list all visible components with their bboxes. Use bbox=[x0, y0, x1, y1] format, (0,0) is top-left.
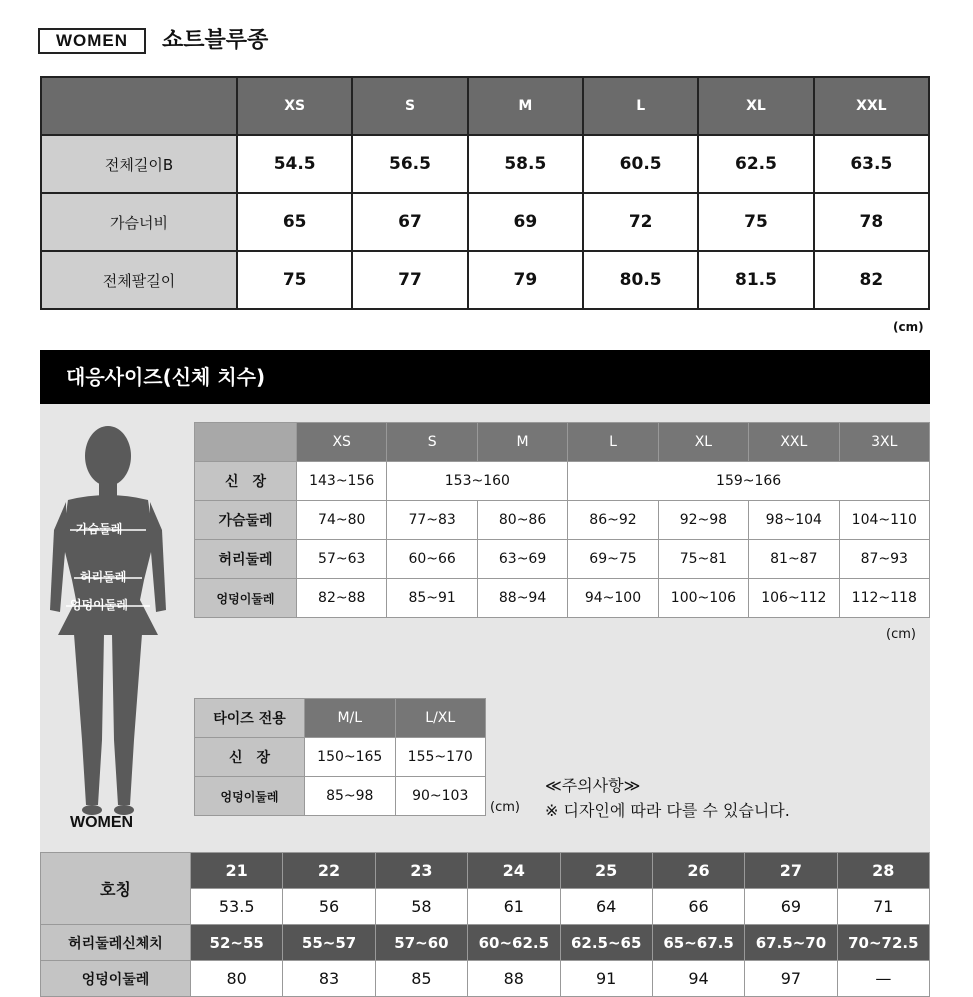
table-cell: 104~110 bbox=[839, 501, 929, 540]
bottoms-size-header: 26 bbox=[652, 853, 744, 889]
bottoms-header-row bbox=[41, 853, 930, 889]
table-cell: 58 bbox=[375, 889, 467, 925]
row-label-waist-body: 허리둘레신체치 bbox=[41, 925, 191, 961]
table-cell: 52~55 bbox=[191, 925, 283, 961]
table-cell: 58.5 bbox=[468, 135, 583, 193]
table-cell: 55~57 bbox=[283, 925, 375, 961]
table-cell: 56 bbox=[283, 889, 375, 925]
table-cell: 57~63 bbox=[297, 540, 387, 579]
table-cell: 77 bbox=[352, 251, 467, 309]
table-cell: 69 bbox=[468, 193, 583, 251]
table-cell: 70~72.5 bbox=[837, 925, 929, 961]
table-cell: 75 bbox=[698, 193, 813, 251]
table-row bbox=[41, 193, 929, 251]
table-cell: 66 bbox=[652, 889, 744, 925]
table-cell: 75~81 bbox=[658, 540, 748, 579]
figure-label-waist: 허리둘레 bbox=[80, 570, 127, 584]
table-row bbox=[195, 501, 930, 540]
body-header-row bbox=[195, 423, 930, 462]
bottoms-size-header: 24 bbox=[468, 853, 560, 889]
table-cell: 150~165 bbox=[305, 738, 396, 777]
table-cell: 87~93 bbox=[839, 540, 929, 579]
row-label-hip: 엉덩이둘레 bbox=[41, 961, 191, 997]
size-header-m: M bbox=[468, 77, 583, 135]
table-cell: 69 bbox=[745, 889, 837, 925]
table-cell: 88~94 bbox=[477, 579, 567, 618]
size-header-s: S bbox=[352, 77, 467, 135]
table-cell: 64 bbox=[560, 889, 652, 925]
table-cell: 143~156 bbox=[297, 462, 387, 501]
page-title: 쇼트블루종 bbox=[162, 28, 269, 53]
table-cell: 153~160 bbox=[387, 462, 568, 501]
table-cell: 92~98 bbox=[658, 501, 748, 540]
table-row bbox=[195, 462, 930, 501]
body-silhouette bbox=[48, 420, 178, 820]
table-cell: 77~83 bbox=[387, 501, 477, 540]
table-cell: 86~92 bbox=[568, 501, 658, 540]
table-cell: 100~106 bbox=[658, 579, 748, 618]
table-cell: 88 bbox=[468, 961, 560, 997]
row-label-hip: 엉덩이둘레 bbox=[195, 579, 297, 618]
table-cell: 62.5~65 bbox=[560, 925, 652, 961]
bottoms-size-header: 21 bbox=[191, 853, 283, 889]
table-row bbox=[41, 135, 929, 193]
table-cell: 63.5 bbox=[814, 135, 929, 193]
body-size-header-xs: XS bbox=[297, 423, 387, 462]
bottoms-size-header: 28 bbox=[837, 853, 929, 889]
body-size-header-xxl: XXL bbox=[749, 423, 839, 462]
table-cell: 81.5 bbox=[698, 251, 813, 309]
table-cell: 91 bbox=[560, 961, 652, 997]
table-cell: 90~103 bbox=[395, 777, 486, 816]
tights-header-row bbox=[195, 699, 486, 738]
size-header-xs: XS bbox=[237, 77, 352, 135]
body-size-header-s: S bbox=[387, 423, 477, 462]
woman-figure-icon bbox=[48, 420, 178, 820]
size-header-xl: XL bbox=[698, 77, 813, 135]
table-cell: 60~66 bbox=[387, 540, 477, 579]
row-label-chest: 가슴둘레 bbox=[195, 501, 297, 540]
table-cell: — bbox=[837, 961, 929, 997]
tights-corner-cell: 타이즈 전용 bbox=[195, 699, 305, 738]
table-cell: 56.5 bbox=[352, 135, 467, 193]
row-label-sleeve-length: 전체팔길이 bbox=[41, 251, 237, 309]
bottoms-size-header: 23 bbox=[375, 853, 467, 889]
body-unit-label: (cm) bbox=[886, 627, 916, 642]
table-row bbox=[41, 961, 930, 997]
table-row bbox=[195, 777, 486, 816]
table-cell: 97 bbox=[745, 961, 837, 997]
table-row bbox=[195, 738, 486, 777]
table-cell: 54.5 bbox=[237, 135, 352, 193]
table-cell: 60~62.5 bbox=[468, 925, 560, 961]
table-cell: 94 bbox=[652, 961, 744, 997]
table-cell: 106~112 bbox=[749, 579, 839, 618]
size-header-xxl: XXL bbox=[814, 77, 929, 135]
table-cell: 61 bbox=[468, 889, 560, 925]
garment-size-table bbox=[40, 76, 930, 310]
size-header-l: L bbox=[583, 77, 698, 135]
body-size-header-xl: XL bbox=[658, 423, 748, 462]
table-cell: 98~104 bbox=[749, 501, 839, 540]
garment-corner-cell bbox=[41, 77, 237, 135]
table-cell: 57~60 bbox=[375, 925, 467, 961]
tights-size-header-ml: M/L bbox=[305, 699, 396, 738]
table-row bbox=[195, 540, 930, 579]
table-cell: 83 bbox=[283, 961, 375, 997]
bottoms-size-header: 27 bbox=[745, 853, 837, 889]
table-cell: 112~118 bbox=[839, 579, 929, 618]
table-cell: 81~87 bbox=[749, 540, 839, 579]
table-cell: 80~86 bbox=[477, 501, 567, 540]
table-cell: 63~69 bbox=[477, 540, 567, 579]
tights-size-table bbox=[194, 698, 486, 816]
row-label-height: 신 장 bbox=[195, 462, 297, 501]
table-cell: 82~88 bbox=[297, 579, 387, 618]
table-cell: 79 bbox=[468, 251, 583, 309]
body-size-header-3xl: 3XL bbox=[839, 423, 929, 462]
table-row bbox=[41, 251, 929, 309]
women-badge: WOMEN bbox=[38, 28, 146, 54]
table-cell: 71 bbox=[837, 889, 929, 925]
garment-header-row bbox=[41, 77, 929, 135]
bottoms-size-header: 25 bbox=[560, 853, 652, 889]
table-cell: 72 bbox=[583, 193, 698, 251]
bottoms-size-header: 22 bbox=[283, 853, 375, 889]
table-cell: 85 bbox=[375, 961, 467, 997]
table-cell: 155~170 bbox=[395, 738, 486, 777]
body-size-table bbox=[194, 422, 930, 618]
body-corner-cell bbox=[195, 423, 297, 462]
table-cell: 75 bbox=[237, 251, 352, 309]
table-cell: 80 bbox=[191, 961, 283, 997]
bottoms-size-table bbox=[40, 852, 930, 997]
table-cell: 67 bbox=[352, 193, 467, 251]
table-row bbox=[41, 925, 930, 961]
table-cell: 80.5 bbox=[583, 251, 698, 309]
table-cell: 85~98 bbox=[305, 777, 396, 816]
row-label-length: 전체길이B bbox=[41, 135, 237, 193]
tights-size-header-lxl: L/XL bbox=[395, 699, 486, 738]
table-cell: 82 bbox=[814, 251, 929, 309]
table-cell: 78 bbox=[814, 193, 929, 251]
notice-text: ※ 디자인에 따라 다를 수 있습니다. bbox=[545, 801, 790, 820]
figure-label-chest: 가슴둘레 bbox=[76, 522, 123, 536]
table-cell: 60.5 bbox=[583, 135, 698, 193]
notice-title: ≪주의사항≫ bbox=[545, 776, 641, 795]
table-cell: 74~80 bbox=[297, 501, 387, 540]
table-cell: 53.5 bbox=[191, 889, 283, 925]
table-cell: 65~67.5 bbox=[652, 925, 744, 961]
tights-unit-label: (cm) bbox=[490, 800, 520, 815]
row-label-height: 신 장 bbox=[195, 738, 305, 777]
figure-label-hip: 엉덩이둘레 bbox=[70, 598, 128, 612]
table-cell: 69~75 bbox=[568, 540, 658, 579]
table-row bbox=[195, 579, 930, 618]
table-cell: 159~166 bbox=[568, 462, 930, 501]
garment-unit-label: (cm) bbox=[893, 320, 924, 334]
table-cell: 65 bbox=[237, 193, 352, 251]
row-label-size-name: 호칭 bbox=[41, 853, 191, 925]
figure-caption: WOMEN bbox=[70, 814, 134, 831]
body-size-header-l: L bbox=[568, 423, 658, 462]
body-size-header-m: M bbox=[477, 423, 567, 462]
row-label-hip: 엉덩이둘레 bbox=[195, 777, 305, 816]
table-cell: 94~100 bbox=[568, 579, 658, 618]
row-label-waist: 허리둘레 bbox=[195, 540, 297, 579]
row-label-chest-width: 가슴너비 bbox=[41, 193, 237, 251]
table-cell: 67.5~70 bbox=[745, 925, 837, 961]
table-cell: 85~91 bbox=[387, 579, 477, 618]
section-title: 대응사이즈(신체 치수) bbox=[66, 365, 266, 389]
table-cell: 62.5 bbox=[698, 135, 813, 193]
